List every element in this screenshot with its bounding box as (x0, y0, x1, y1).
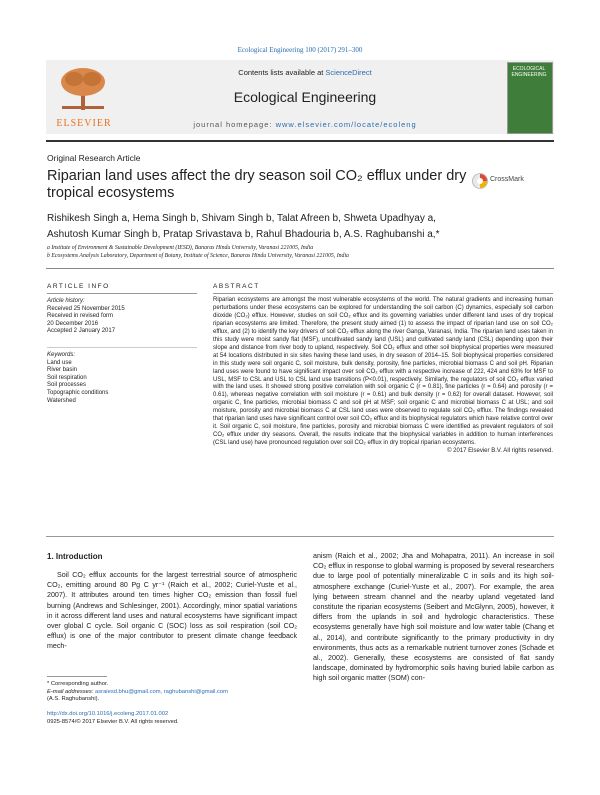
history-entry: Received 25 November 2015 (47, 305, 125, 312)
article-info-heading: ARTICLE INFO (47, 283, 110, 290)
author-initials: (A.S. Raghubanshi). (47, 696, 100, 702)
keyword: Soil processes (47, 382, 87, 389)
history-entry: Received in revised form (47, 313, 114, 320)
authors-line-1: Rishikesh Singh a, Hema Singh b, Shivam Singh b, Talat Afreen b, Shweta Upadhyay a, (47, 213, 436, 224)
keyword: Land use (47, 359, 72, 366)
elsevier-tree-icon (58, 66, 108, 112)
issn-line: 0925-8574/© 2017 Elsevier B.V. All rights reserved. (47, 718, 179, 725)
footnote-rule (47, 676, 107, 677)
keywords-label: Keywords: (47, 352, 76, 358)
affiliation-a: a Institute of Environment & Sustainable Development (IESD), Banaras Hindu University, Varanasi 221005, India (47, 245, 314, 251)
history-entry: Accepted 2 January 2017 (47, 328, 116, 335)
abstract-heading: ABSTRACT (213, 283, 260, 290)
article-identifiers (47, 711, 347, 726)
keywords-rule (47, 347, 197, 348)
authors-line-2: Ashutosh Kumar Singh b, Pratap Srivastava b, Rahul Bhadouria b, A.S. Raghubanshi a,* (47, 229, 440, 240)
keywords-block (47, 352, 197, 405)
keyword: Topographic conditions (47, 389, 109, 396)
intro-left-column: Soil CO₂ efflux accounts for the largest terrestrial source of atmospheric CO₂, emitting around 80 Pg C yr⁻¹ (Raich et al., 2002; Curiel-Yuste et al., 2007). It attributes around ten times higher CO₂ emission than fossil fuel burning (Andrews and Schlesinger, 2001). Accordingly, minor spatial variations in it across different land uses and natural ecosystems have significant impact over global C cycle. Soil organic C (SOC) loss as soil respiration (soil CO₂ efflux) is one of the major contributor to present climate change feedback mech- (47, 571, 297, 651)
article-title: Riparian land uses affect the dry season soil CO₂ efflux under dry tropical ecosystems (47, 168, 467, 201)
abstract-rule (213, 293, 553, 294)
intro-right-column: anism (Raich et al., 2002; Jha and Mohapatra, 2011). An increase in soil CO₂ efflux in response to global warming is proposed by several researchers due to large pool of potentially mineralizable C in soils and its high soil-atmosphere exchange (Curiel-Yuste et al., 2007). For example, the area lying between stream channel and the nearby upland vegetated land constitute the riparian ecosystems (Seibert and McGlynn, 2005), however, it differs from the uplands in soil and hydrologic characteristics. These ecosystems generally have high soil moisture and low water table (Chang et al., 2014), and contribute significantly to the primary productivity in dry environments, thus acts as a remarkable nutrient turnover zones (Schade et al., 2002). Generally, these ecosystems are consisted of flat sandy landscape, dominated by hydromorphic soils having buried labile carbon as high soil organic matter (SOM) con- (313, 552, 554, 683)
journal-homepage (120, 120, 490, 129)
affiliation-divider (46, 268, 554, 269)
header-divider (46, 140, 554, 142)
doi-link[interactable]: http://dx.doi.org/10.1016/j.ecoleng.2017.01.002 (47, 711, 169, 717)
author-list (47, 211, 547, 243)
abstract-copyright: © 2017 Elsevier B.V. All rights reserved. (447, 448, 553, 455)
footnotes (47, 681, 297, 704)
keyword: Soil respiration (47, 374, 87, 381)
contents-prefix: Contents lists available at (238, 68, 324, 77)
affiliation-b: b Ecosystems Analysis Laboratory, Department of Botany, Institute of Science, Banaras Hindu University, Varanasi 221005, India (47, 253, 349, 259)
crossmark-label[interactable]: CrossMark (490, 176, 524, 183)
email-line (47, 689, 297, 697)
sciencedirect-link[interactable]: ScienceDirect (325, 68, 372, 77)
article-type: Original Research Article (47, 153, 141, 163)
homepage-prefix: journal homepage: (193, 120, 273, 129)
publisher-wordmark: ELSEVIER (56, 118, 112, 129)
abstract-divider (46, 536, 554, 537)
email-links[interactable]: asraiesd.bhu@gmail.com, raghubanshi@gmail.com (95, 688, 228, 695)
history-label: Article history: (47, 298, 85, 304)
journal-citation[interactable]: Ecological Engineering 100 (2017) 291–300 (237, 46, 363, 54)
article-info-rule (47, 293, 197, 294)
corresponding-author-note: * Corresponding author. (47, 681, 109, 687)
email-label: E-mail addresses: (47, 688, 94, 695)
abstract-text: Riparian ecosystems are amongst the most vulnerable ecosystems of the world. The natural gradients and increasing human perturbations under these ecosystems can be explored for understanding the soil carbon (C) dynamics, especially soil carbon dioxide (CO₂) efflux. However, studies on soil CO₂ efflux and its governing variables under different land uses of dry tropical riparian ecosystems are limited. Therefore, the present study aimed (1) to assess the impact of riparian land use on soil CO₂ efflux, and (2) to identify the key drivers of soil CO₂ efflux along the river Ganga, Varanasi, India. The riparian land uses taken in this study were moist sandy flat (MSF), uncultivated sandy land (USL) and cultivated sandy land (CSL) depending upon their slope and distance from river body to upland, respectively. Soil CO₂ efflux and other soil biophysical properties were measured at 54 locations distributed in six sites having these land uses, in dry season of 2014–15. Soil biophysical properties considered in this study were soil organic C, soil moisture, bulk density, porosity, fine particles, microbial biomass C and soil pH. Riparian land uses were found to have significant impact over soil CO₂ efflux with a respective increase of 222, 424 and 63% for MSF to USL, MSF to CSL and USL to CSL land use transitions (P<0.01), respectively. Similarly, the regulators of soil CO₂ efflux varied with the land uses. It showed strong positive correlation with soil organic C (r = 0.81), fine particles (r = 0.64) and porosity (r = 0.61), whereas negative correlation with soil moisture (r = 0.61) and bulk density (r = 0.62) for overall dataset. However, soil organic C, fine particles, microbial biomass C and soil pH at MSF; soil organic C and microbial biomass C at USL; and soil moisture, porosity and microbial biomass C at CSL land uses were observed to regulate soil CO₂ efflux. The findings revealed that riparian land uses have significant control over soil CO₂ efflux and its biophysical regulators which have relative control over it. Soil organic C, soil moisture, fine particles, porosity and microbial biomass C were identified as prevalent regulators of soil CO₂ efflux under dry seasons. Overall, the results indicate that the biophysical variables in addition to human interferences (CSL land use) have pronounced regulation over soil CO₂ efflux in dry tropical riparian ecosystems. (213, 297, 553, 447)
section-heading-introduction: 1. Introduction (47, 552, 103, 561)
keyword: River basin (47, 367, 78, 374)
article-history (47, 298, 197, 336)
homepage-link[interactable]: www.elsevier.com/locate/ecoleng (275, 120, 417, 129)
crossmark-icon[interactable] (472, 172, 488, 190)
abstract-body (213, 297, 553, 456)
contents-line (120, 68, 490, 77)
keyword: Watershed (47, 397, 76, 404)
cover-title: ECOLOGICAL ENGINEERING (511, 66, 547, 78)
journal-name: Ecological Engineering (233, 89, 377, 105)
history-entry: 20 December 2016 (47, 320, 99, 327)
